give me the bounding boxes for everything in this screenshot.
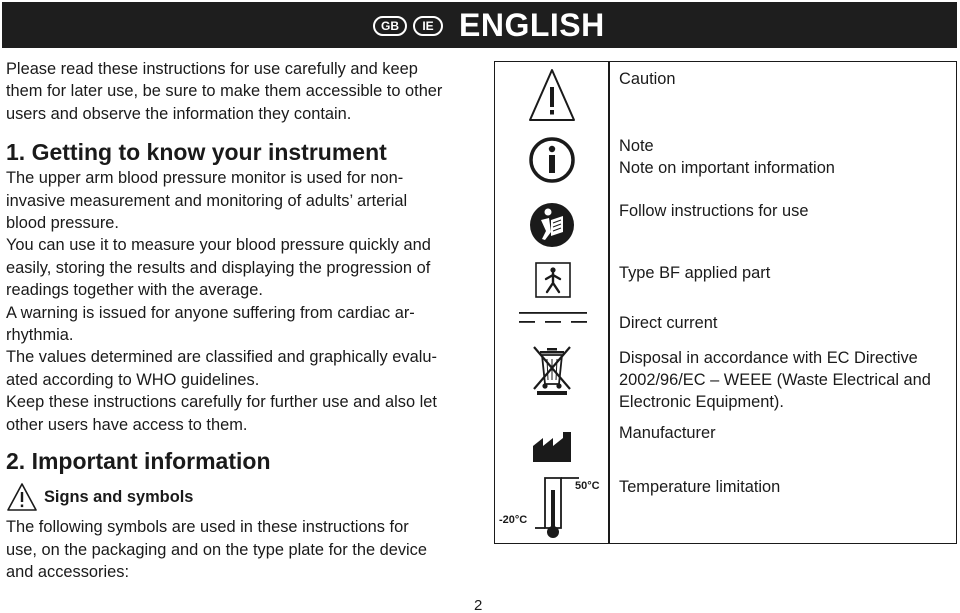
signs-symbols-row [6,482,476,512]
header-bar [2,2,957,48]
warning-triangle-icon [6,482,38,512]
direct-current-icon [517,310,589,326]
section-1-line: invasive measurement and monitoring of adults’ arterial [6,191,408,210]
page-title: ENGLISH [459,7,605,43]
badge-ie: IE [413,16,443,36]
section-2-line: and accessories: [6,562,129,581]
table-column-divider [608,62,610,543]
section-1-body [6,167,476,436]
section-1-line: You can use it to measure your blood pressure quickly and [6,236,431,255]
manufacturer-label: Manufacturer [619,424,716,442]
section-2-body [6,516,476,583]
section-1-line: blood pressure. [6,214,119,233]
type-bf-label: Type BF applied part [619,264,771,282]
signs-symbols-heading: Signs and symbols [44,487,194,506]
symbol-table [494,61,957,544]
left-column [6,58,476,583]
weee-line: Disposal in accordance with EC Directive [619,349,918,367]
note-title: Note [619,137,654,155]
section-1-line: A warning is issued for anyone suffering from cardiac ar- [6,303,415,322]
intro-paragraph [6,58,476,125]
intro-line: users and observe the information they contain. [6,104,352,123]
weee-line: 2002/96/EC – WEEE (Waste Electrical and [619,371,931,389]
read-manual-icon [529,202,575,248]
caution-triangle-icon [527,67,577,123]
follow-instructions-label: Follow instructions for use [619,202,809,220]
section-2-line: The following symbols are used in these instructions for [6,518,409,537]
section-1-line: easily, storing the results and displaying the progression of [6,258,431,277]
weee-crossed-bin-icon [531,344,573,396]
intro-line: them for later use, be sure to make them accessible to other [6,82,443,101]
info-icon [528,136,576,184]
manufacturer-factory-icon [531,430,575,464]
section-2-heading: 2. Important information [6,448,271,475]
caution-label: Caution [619,70,676,88]
page-number: 2 [474,597,483,613]
badge-gb: GB [373,16,407,36]
language-badges [373,16,443,36]
type-bf-applied-part-icon [535,262,571,298]
temperature-min-label: -20°C [499,514,528,526]
section-1-line: Keep these instructions carefully for further use and also let [6,393,437,412]
temperature-label: Temperature limitation [619,478,781,496]
intro-line: Please read these instructions for use carefully and keep [6,60,418,78]
direct-current-label: Direct current [619,314,718,332]
section-1-line: readings together with the average. [6,281,263,300]
section-1-line: other users have access to them. [6,415,248,434]
section-1-line: ated according to WHO guidelines. [6,370,260,389]
weee-line: Electronic Equipment). [619,393,784,411]
section-2-line: use, on the packaging and on the type plate for the device [6,540,427,559]
note-description: Note on important information [619,159,835,177]
section-1-line: rhythmia. [6,326,74,345]
section-1-heading: 1. Getting to know your instrument [6,139,387,166]
section-1-line: The upper arm blood pressure monitor is used for non- [6,169,404,188]
section-1-line: The values determined are classified and graphically evalu- [6,348,437,367]
temperature-max-label: 50°C [575,480,600,492]
